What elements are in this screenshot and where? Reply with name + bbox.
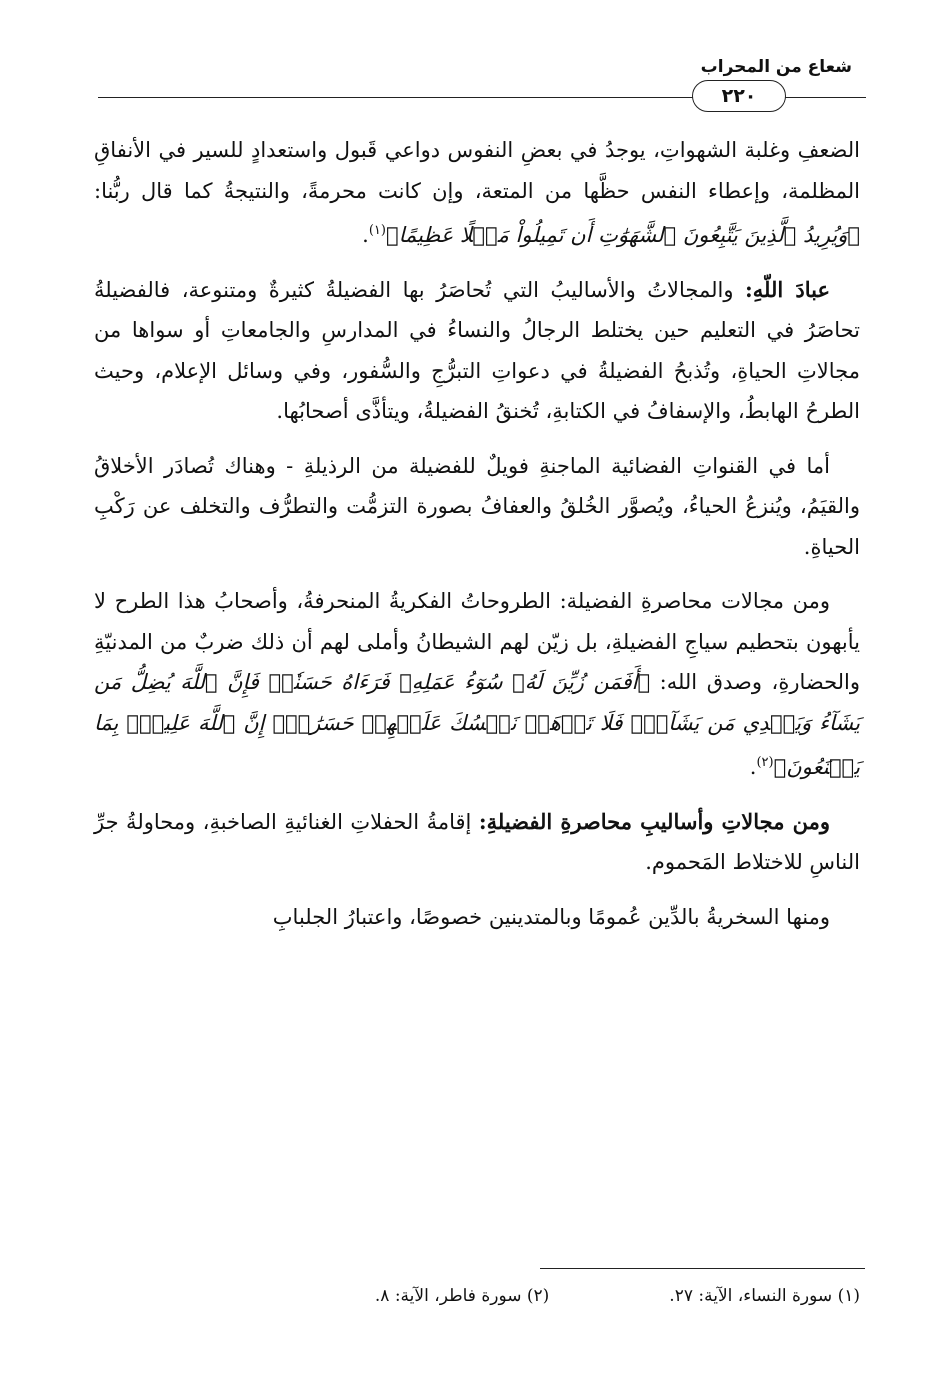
paragraph-text: والمجالاتُ والأساليبُ التي تُحاصَرُ بها الفضيلةُ كثيرةٌ ومتنوعة، فالفضيلةُ تحاصَرُ في التعليم حين يختلط الرجالُ والنساءُ في المدارسِ والجامعاتِ أو سواها من مجالاتِ الحياةِ، وتُذبحُ الفضيلةُ في دعواتِ التبرُّجِ والسُّفور، وفي وسائل الإعلام، وحيث الطرحُ الهابطُ، والإسفافُ في الكتابةِ، تُخنقُ الفضيلةُ، ويتأذَّى أصحابُها. [94,277,860,423]
quran-verse: ﴿أَفَمَن زُيِّنَ لَهُۥ سُوٓءُ عَمَلِهِۦ فَرَءَاهُ حَسَنٗاۖ فَإِنَّ ٱللَّهَ يُضِلُّ مَن يَشَآءُ وَيَهۡدِي مَن يَشَآءُۖ فَلَا تَذۡهَبۡ نَفۡسُكَ عَلَيۡهِمۡ حَسَرَٰتٍۚ إِنَّ ٱللَّهَ عَلِيمُۢ بِمَا يَصۡنَعُونَ﴾ [94,670,860,779]
page-body [94,130,860,951]
paragraph-6 [94,897,860,938]
paragraph-text: ومن مجالات محاصرةِ الفضيلة: الطروحاتُ الفكريةُ المنحرفةُ، وأصحابُ هذا الطرح لا يأبهون بتحطيم سياجِ الفضيلةِ، بل زيّن لهم الشيطانُ وأملى لهم أن ذلك ضربٌ من المدنيّةِ والحضارةِ، وصدق الله: [94,589,860,694]
footnotes [94,1286,860,1306]
paragraph-lead: ومن مجالاتِ وأساليبِ محاصرةِ الفضيلةِ: [478,808,830,834]
paragraph-text: ومنها السخريةُ بالدِّين عُمومًا وبالمتدينين خصوصًا، واعتبارُ الجلبابِ [272,904,830,929]
paragraph-lead: عبادَ اللّهِ: [745,276,831,302]
running-title: شعاع من المحراب [700,57,852,77]
quran-verse: ﴿وَيُرِيدُ ٱلَّذِينَ يَتَّبِعُونَ ٱلشَّهَوَٰتِ أَن تَمِيلُواْ مَيۡلًا عَظِيمًا﴾ [385,223,860,247]
paragraph-5 [94,802,860,883]
footnote-ref-1[interactable]: (١) [368,223,386,238]
sentence-end: . [362,223,369,247]
footnote-rule [540,1268,865,1269]
paragraph-text: أما في القنواتِ الفضائية الماجنةِ فويلٌ للفضيلة من الرذيلةِ - وهناك تُصادَر الأخلاقُ والقيَمُ، ويُنزعُ الحياءُ، ويُصوَّر الخُلقُ والعفافُ بصورة التزمُّت والتطرُّف والتخلف عن رَكْبِ الحياةِ. [94,453,860,559]
page-number: ٢٢٠ [692,80,786,112]
footnote-2: (٢) سورة فاطر، الآية: ٨. [374,1286,550,1306]
footnote-1: (١) سورة النساء، الآية: ٢٧. [669,1286,860,1306]
paragraph-3 [94,446,860,568]
paragraph-1 [94,130,860,256]
paragraph-4 [94,581,860,788]
paragraph-text: الضعفِ وغلبة الشهواتِ، يوجدُ في بعضِ النفوس دواعي قَبول واستعدادٍ للسير في الأنفاقِ المظلمة، وإعطاء النفس حظَّها من المتعة، وإن كانت محرمةً، والنتيجةُ كما قال ربُّنا: [94,138,860,203]
footnote-ref-2[interactable]: (٢) [756,755,774,770]
sentence-end: . [749,755,757,779]
paragraph-text: إقامةُ الحفلاتِ الغنائيةِ الصاخبةِ، ومحاولةُ جرِّ الناسِ للاختلاط المَحموم. [94,809,860,874]
paragraph-2 [94,270,860,432]
